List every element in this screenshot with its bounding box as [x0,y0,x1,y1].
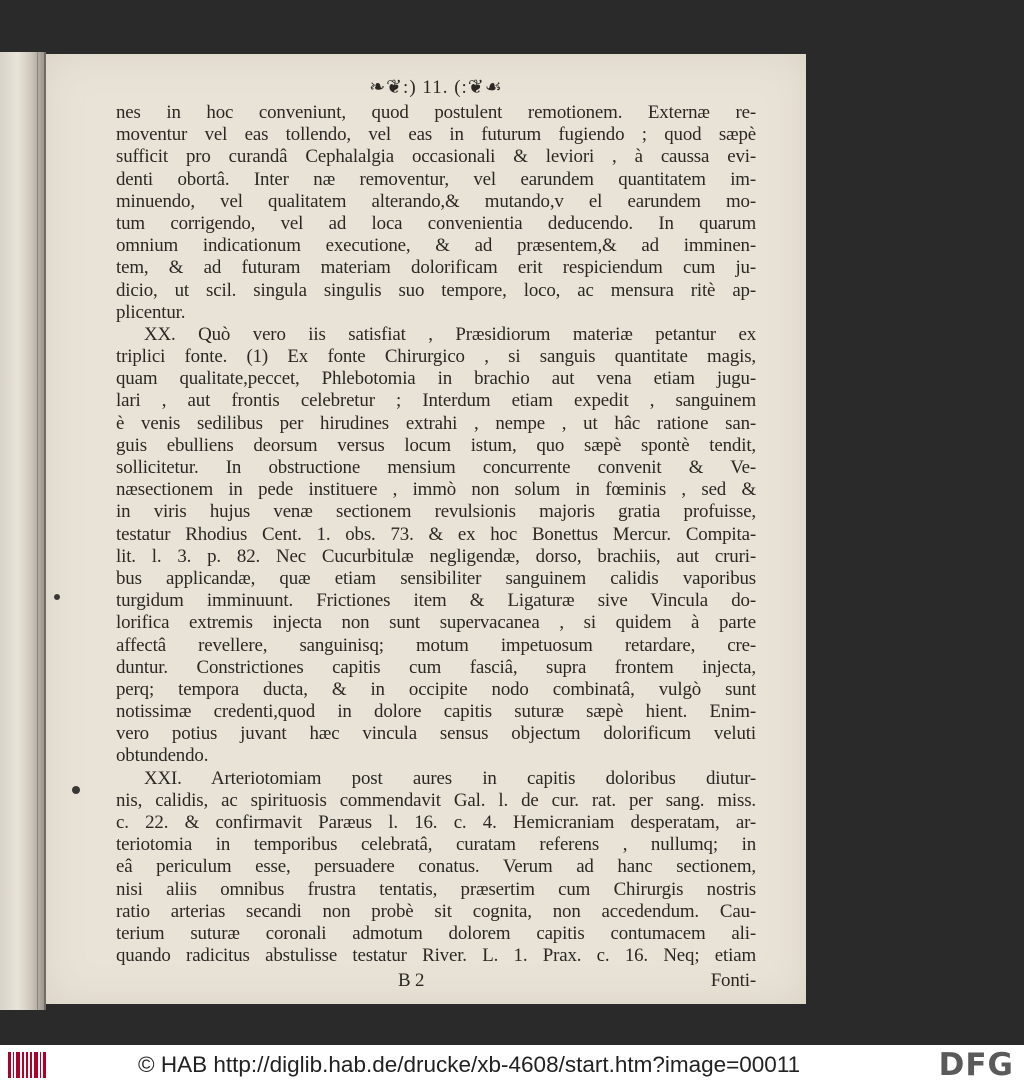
running-head: ❧❦:) 11. (:❦☙ [369,77,503,98]
source-link[interactable]: © HAB http://diglib.hab.de/drucke/xb-4608/start.htm?image=00011 [138,1052,801,1077]
text-line: næsectionem in pede instituere , immò non solum in fœminis , sed & [116,479,756,501]
text-line: nis, calidis, ac spirituosis commendavit Gal. l. de cur. rat. per sang. miss. [116,789,756,811]
body-text [116,102,756,967]
text-line: XXI. Arteriotomiam post aures in capitis doloribus diutur- [144,767,756,789]
text-line: duntur. Constrictiones capitis cum fasciâ, supra frontem injecta, [116,656,756,678]
book-edge [0,52,46,1010]
page-foot [116,969,756,993]
text-line: è venis sedilibus per hirudines extrahi , nempe , ut hâc ratione san- [116,412,756,434]
text-line: in viris hujus venæ sectionem revulsionis majoris gratia profuisse, [116,501,756,523]
text-line: ratio arterias secandi non probè sit cognita, non accedendum. Cau- [116,900,756,922]
footer-bar [0,1045,1024,1085]
text-line: obtundendo. [116,745,209,767]
margin-mark [54,594,60,600]
text-line: quam qualitate,peccet, Phlebotomia in brachio aut vena etiam jugu- [116,368,756,390]
hab-logo-icon [8,1052,46,1078]
text-line: affectâ revellere, sanguinisq; motum impetuosum retardare, cre- [116,634,756,656]
text-line: guis ebulliens deorsum versus locum istum, quo sæpè spontè tendit, [116,434,756,456]
dfg-logo: DFG [938,1047,1014,1083]
text-line: eâ periculum esse, persuadere conatus. Verum ad hanc sectionem, [116,856,756,878]
signature-mark: B 2 [398,970,425,992]
text-line: tem, & ad futuram materiam dolorificam erit respiciendum cum ju- [116,257,756,279]
text-line: teriotomia in temporibus celebratâ, curatam referens , nullumq; in [116,834,756,856]
margin-mark [72,786,80,794]
scanned-page [46,54,806,1004]
text-line: bus applicandæ, quæ etiam sensibiliter sanguinem calidis vaporibus [116,567,756,589]
text-line: plicentur. [116,301,186,323]
text-line: nisi aliis omnibus frustra tentatis, præsertim cum Chirurgis nostris [116,878,756,900]
text-line: notissimæ credenti,quod in dolore capitis suturæ sæpè hient. Enim- [116,701,756,723]
text-line: XX. Quò vero iis satisfiat , Præsidiorum materiæ petantur ex [144,323,756,345]
text-line: quando radicitus abstulisse testatur River. L. 1. Prax. c. 16. Neq; etiam [116,945,756,967]
text-line: omnium indicationum executione, & ad præsentem,& ad imminen- [116,235,756,257]
text-line: sollicitetur. In obstructione mensium concurrente convenit & Ve- [116,457,756,478]
text-line: triplici fonte. (1) Ex fonte Chirurgico , si sanguis quantitate magis, [116,346,756,368]
text-line: minuendo, vel qualitatem alterando,& mutando,v el earundem mo- [116,190,756,212]
text-line: denti obortâ. Inter næ removentur, vel earundem quantitatem im- [116,168,756,190]
text-line: lit. l. 3. p. 82. Nec Cucurbitulæ negligendæ, dorso, brachiis, aut cruri- [116,545,756,567]
catchword: Fonti- [710,970,756,992]
text-line: sufficit pro curandâ Cephalalgia occasionali & leviori , à caussa evi- [116,146,756,168]
text-line: nes in hoc conveniunt, quod postulent remotionem. Externæ re- [116,102,756,123]
text-line: moventur vel eas tollendo, vel eas in futurum fugiendo ; quod sæpè [116,124,756,146]
text-line: testatur Rhodius Cent. 1. obs. 73. & ex hoc Bonettus Mercur. Compita- [116,523,756,545]
page-text [116,74,756,993]
text-line: lorifica extremis injecta non sunt supervacanea , si quidem à parte [116,612,756,634]
text-line: dicio, ut scil. singula singulis suo tempore, loco, ac mensura ritè ap- [116,279,756,301]
text-line: turgidum imminuunt. Frictiones item & Ligaturæ sive Vincula do- [116,590,756,612]
text-line: c. 22. & confirmavit Paræus l. 16. c. 4. Hemicraniam desperatam, ar- [116,812,756,833]
text-line: tum corrigendo, vel ad loca convenientia deducendo. In quarum [116,212,756,234]
text-line: lari , aut frontis celebretur ; Interdum etiam expedit , sanguinem [116,390,756,412]
text-line: vero potius juvant hæc vincula sensus objectum dolorificum veluti [116,723,756,745]
text-line: terium suturæ coronali admotum dolorem capitis contumacem ali- [116,922,756,944]
text-line: perq; tempora ducta, & in occipite nodo combinatâ, vulgò sunt [116,678,756,700]
